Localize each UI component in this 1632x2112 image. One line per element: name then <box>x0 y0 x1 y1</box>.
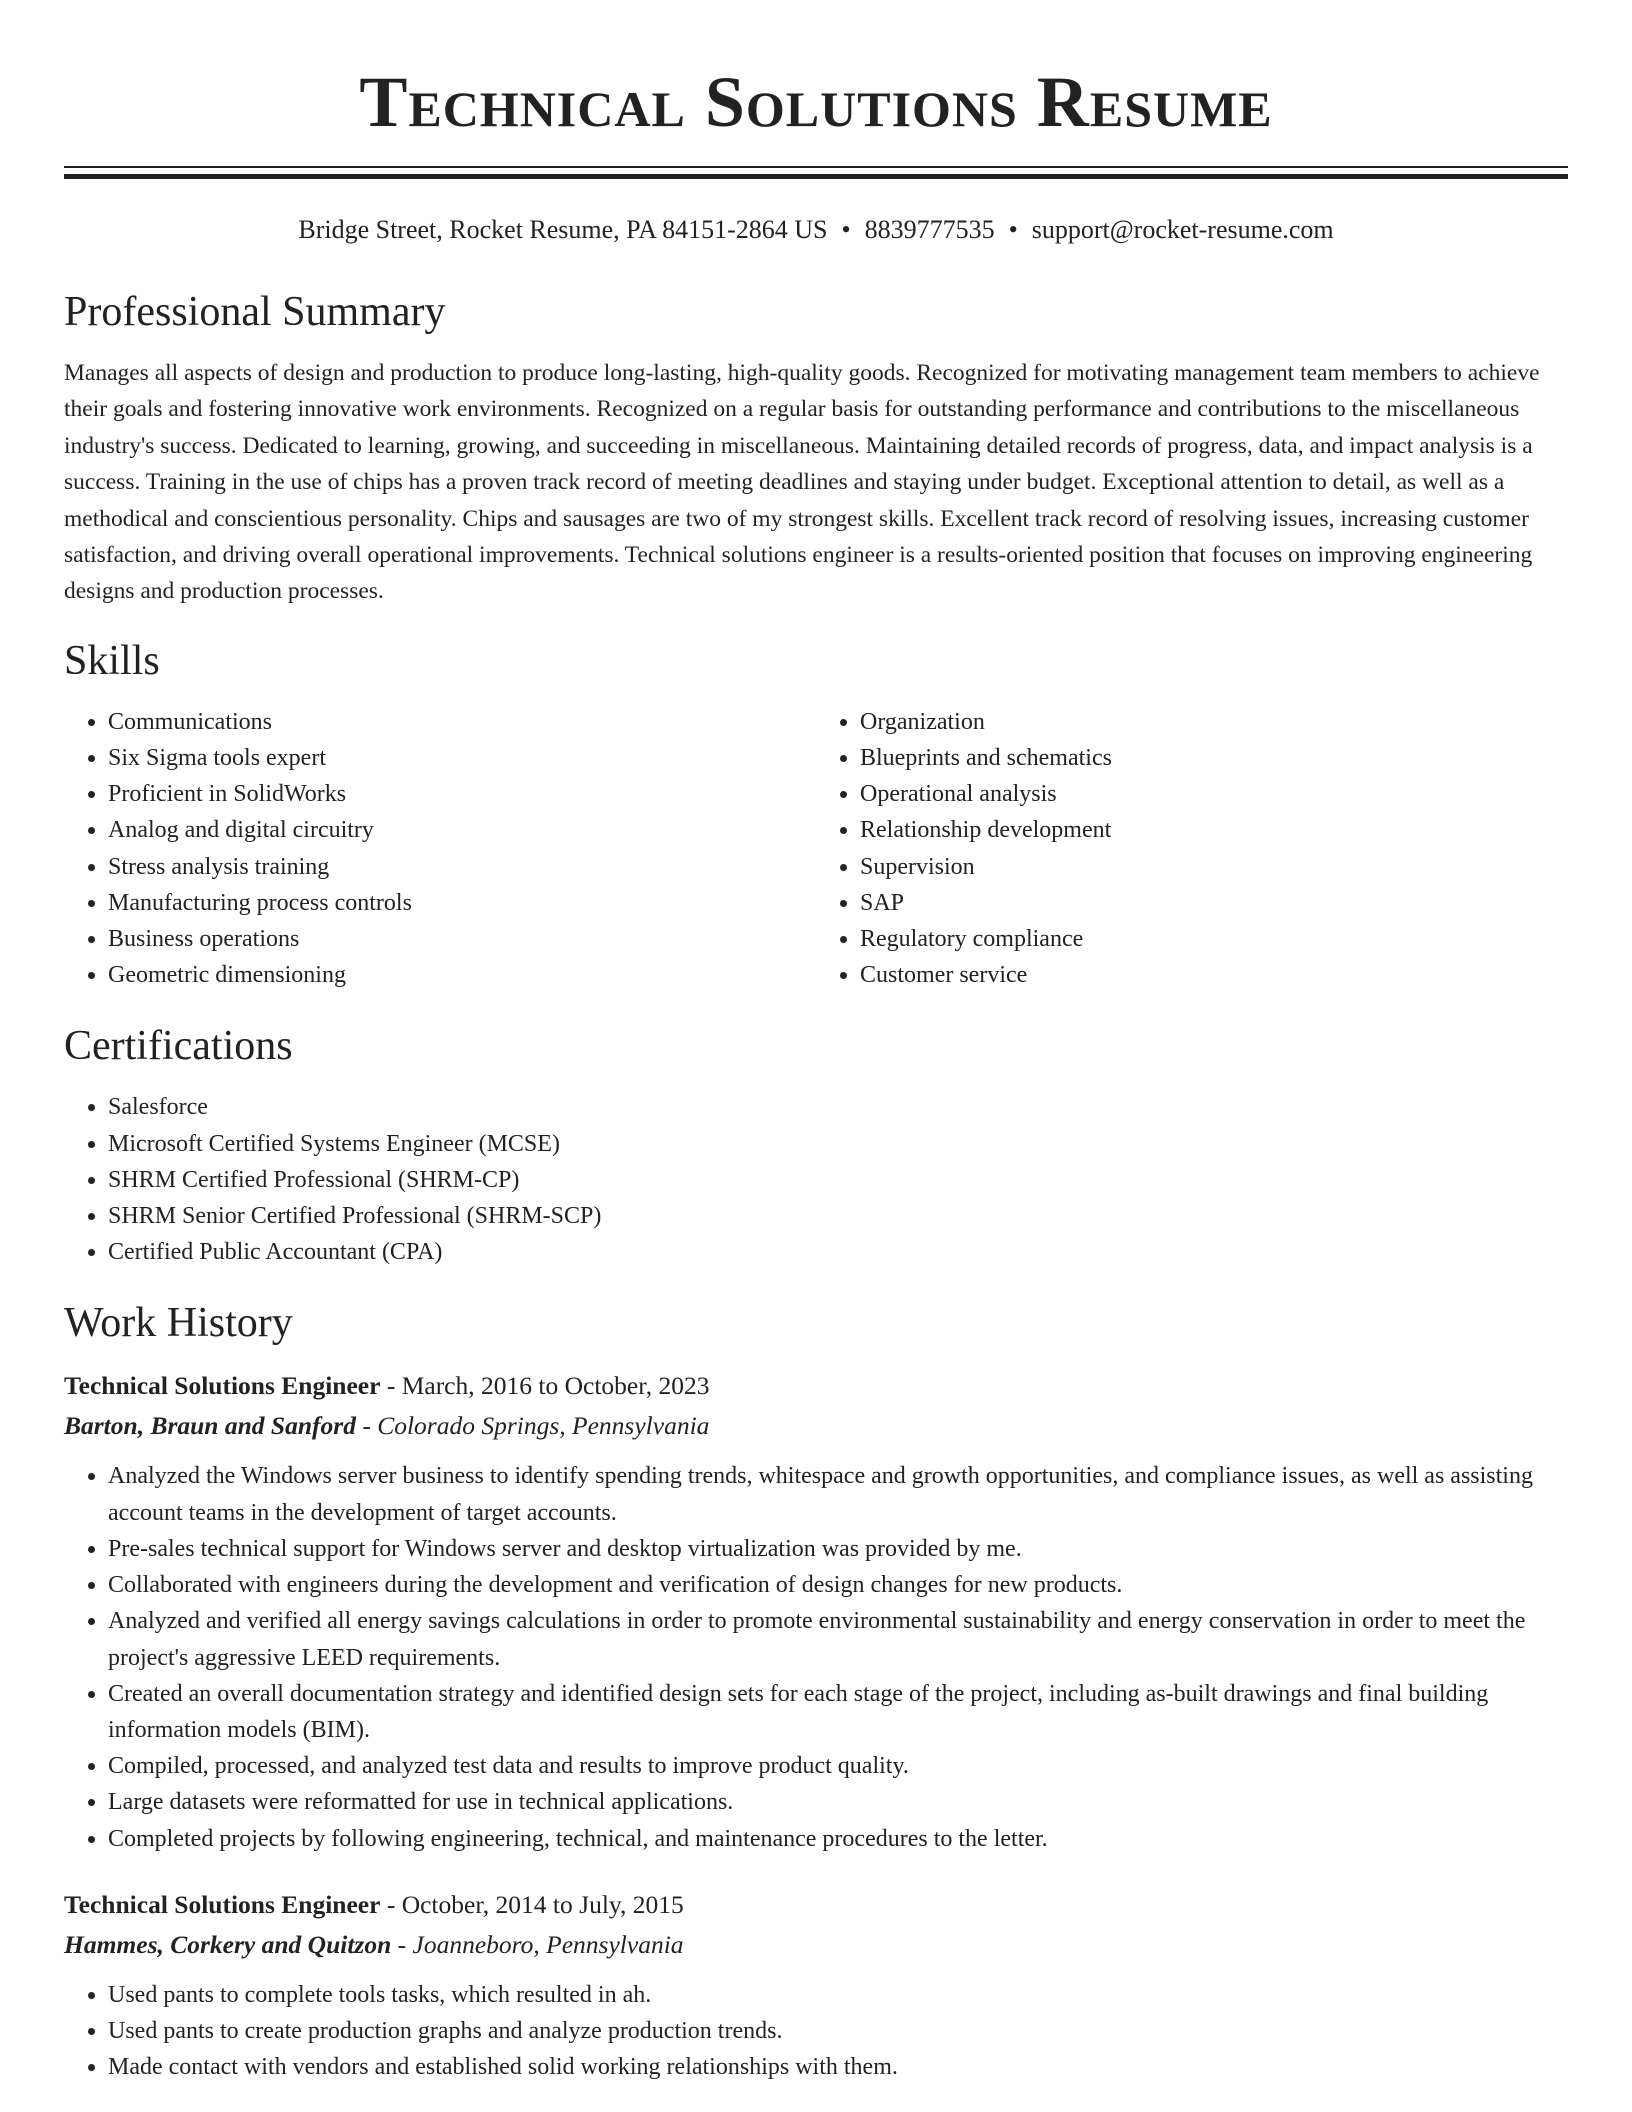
certification-item: • Certified Public Accountant (CPA) <box>108 1234 1568 1270</box>
skill-item: • Communications <box>108 704 816 740</box>
job-title: Technical Solutions Engineer <box>64 1889 381 1919</box>
resume-page <box>64 0 1568 2085</box>
job-title-line: Technical Solutions Engineer - October, 2014 to July, 2015 <box>64 1889 684 1919</box>
contact-line <box>64 213 1568 247</box>
skill-item: • Blueprints and schematics <box>860 740 1568 776</box>
job-bullets <box>64 1458 1568 1856</box>
job-title: Technical Solutions Engineer <box>64 1371 381 1401</box>
skill-item: • Business operations <box>108 921 816 957</box>
job-bullet: • Completed projects by following engineering, technical, and maintenance procedures to the letter. <box>108 1821 1568 1857</box>
certifications-heading: Certifications <box>64 1023 293 1070</box>
job-bullet: • Collaborated with engineers during the development and verification of design changes for new products. <box>108 1567 1568 1603</box>
job-title-line: Technical Solutions Engineer - March, 2016 to October, 2023 <box>64 1371 710 1401</box>
job-bullet: • Used pants to create production graphs and analyze production trends. <box>108 2013 1568 2049</box>
certifications-list <box>64 1089 1568 1270</box>
job-bullet: • Created an overall documentation strategy and identified design sets for each stage of the project, including as-built drawings and final building information models (BIM). <box>108 1676 1568 1748</box>
contact-email: support@rocket-resume.com <box>1031 215 1334 244</box>
certification-item: • Salesforce <box>108 1089 1568 1125</box>
skill-item: • Relationship development <box>860 812 1568 848</box>
resume-title: Technical Solutions Resume <box>359 62 1273 142</box>
skills-columns <box>64 704 1568 994</box>
job-location: Colorado Springs, Pennsylvania <box>377 1411 710 1441</box>
job-bullet: • Pre-sales technical support for Windows server and desktop virtualization was provided by me. <box>108 1531 1568 1567</box>
job-company-line: Hammes, Corkery and Quitzon - Joanneboro, Pennsylvania <box>64 1929 684 1959</box>
job-company-line: Barton, Braun and Sanford - Colorado Springs, Pennsylvania <box>64 1411 710 1441</box>
job-bullet: • Analyzed the Windows server business to identify spending trends, whitespace and growth opportunities, and compliance issues, as well as assisting account teams in the development of target accounts. <box>108 1458 1568 1530</box>
skill-item: • Customer service <box>860 957 1568 993</box>
contact-separator: • <box>1008 215 1018 244</box>
job-company: Hammes, Corkery and Quitzon <box>64 1929 392 1959</box>
skills-list-left <box>64 704 816 994</box>
summary-text: Manages all aspects of design and production to produce long-lasting, high-quality goods. Recognized for motivating management team members to achieve their goals and fostering innovative work environments. Recognized on a regular basis for outstanding performance and contributions to the miscellaneous industry's success. Dedicated to learning, growing, and succeeding in miscellaneous. Maintaining detailed records of progress, data, and impact analysis is a success. Training in the use of chips has a proven track record of meeting deadlines and staying under budget. Exceptional attention to detail, as well as a methodical and conscientious personality. Chips and sausages are two of my strongest skills. Excellent track record of resolving issues, increasing customer satisfaction, and driving overall operational improvements. Technical solutions engineer is a results-oriented position that focuses on improving engineering designs and production processes. <box>64 360 1540 605</box>
skill-item: • Organization <box>860 704 1568 740</box>
skills-heading: Skills <box>64 637 160 684</box>
title-divider-thick <box>64 174 1568 179</box>
job-bullet: • Used pants to complete tools tasks, which resulted in ah. <box>108 1977 1568 2013</box>
skill-item: • Proficient in SolidWorks <box>108 776 816 812</box>
skill-item: • Stress analysis training <box>108 849 816 885</box>
job-dates: March, 2016 to October, 2023 <box>401 1371 710 1401</box>
skill-item: • Manufacturing process controls <box>108 885 816 921</box>
contact-separator: • <box>841 215 851 244</box>
skill-item: • Analog and digital circuitry <box>108 812 816 848</box>
job-bullet: • Made contact with vendors and established solid working relationships with them. <box>108 2049 1568 2085</box>
job-bullet: • Large datasets were reformatted for use in technical applications. <box>108 1784 1568 1820</box>
job-dates: October, 2014 to July, 2015 <box>401 1889 684 1919</box>
title-divider-thin <box>64 166 1568 168</box>
job-company: Barton, Braun and Sanford <box>64 1411 356 1441</box>
skill-item: • Supervision <box>860 849 1568 885</box>
skill-item: • Geometric dimensioning <box>108 957 816 993</box>
job-location: Joanneboro, Pennsylvania <box>412 1929 684 1959</box>
certification-item: • SHRM Senior Certified Professional (SHRM-SCP) <box>108 1198 1568 1234</box>
skill-item: • Operational analysis <box>860 776 1568 812</box>
job-entry <box>64 1885 1568 2086</box>
work-history-heading: Work History <box>64 1300 293 1347</box>
certification-item: • SHRM Certified Professional (SHRM-CP) <box>108 1162 1568 1198</box>
job-bullet: • Compiled, processed, and analyzed test data and results to improve product quality. <box>108 1748 1568 1784</box>
contact-phone: 8839777535 <box>864 215 995 244</box>
skill-item: • Six Sigma tools expert <box>108 740 816 776</box>
skill-item: • SAP <box>860 885 1568 921</box>
skills-list-right <box>816 704 1568 994</box>
job-bullets <box>64 1977 1568 2086</box>
job-entry <box>64 1366 1568 1856</box>
contact-address: Bridge Street, Rocket Resume, PA 84151-2864 US <box>298 215 828 244</box>
certification-item: • Microsoft Certified Systems Engineer (MCSE) <box>108 1126 1568 1162</box>
job-bullet: • Analyzed and verified all energy savings calculations in order to promote environmental sustainability and energy conservation in order to meet the project's aggressive LEED requirements. <box>108 1603 1568 1675</box>
summary-heading: Professional Summary <box>64 289 446 335</box>
skill-item: • Regulatory compliance <box>860 921 1568 957</box>
